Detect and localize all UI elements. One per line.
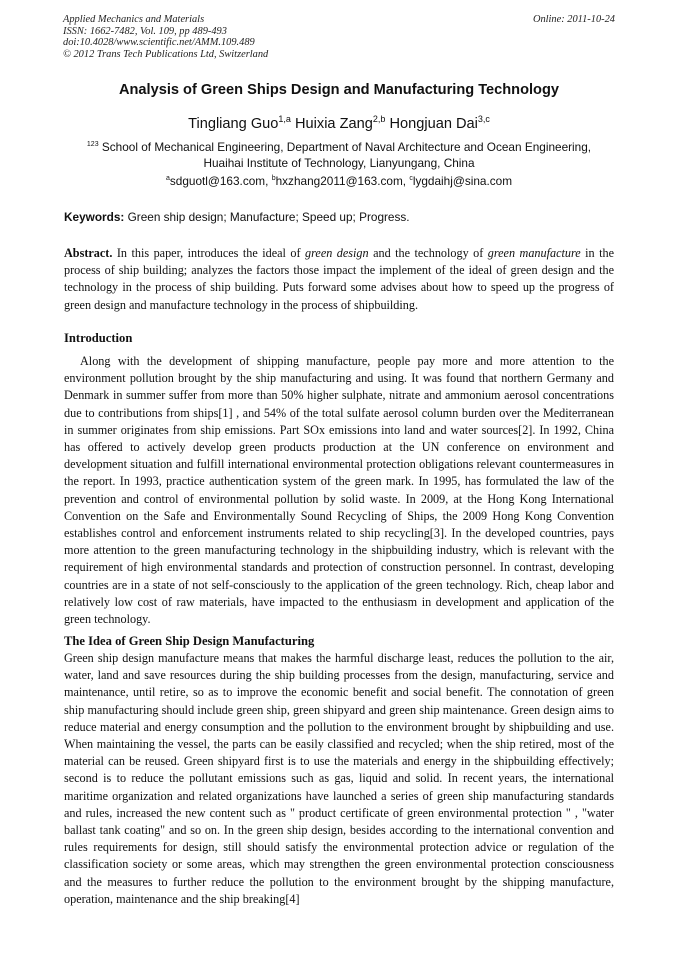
paper-title: Analysis of Green Ships Design and Manufacturing Technology: [118, 82, 560, 98]
abstract-emphasis: green design: [305, 246, 369, 260]
email-sup: a: [165, 175, 170, 183]
abstract-text: in the process of ship building; analyzes the factors those impact the implement of the ideal of green design and the technology in the process of ship building. Puts forward some advises about how to speed up the progress of green design and manufacture technology in the process of shipbuilding.: [64, 246, 614, 312]
online-date: Online: 2011-10-24: [532, 14, 615, 25]
idea-text: Green ship design manufacture means that makes the harmful discharge least, reduces the pollution to the air, water, land and save resources during the ship building processes from the design, manufacturing, service and maintenance, until retire, so as to improve the economic benefit and social benefit. The connotation of green ship manufacturing should include green ship, green shipyard and green ship maintenance. Green design aims to reduce material and energy consumption and the pollution to the environment brought by shipbuilding and use. When maintaining the vessel, the parts can be easily classified and recycled; when the ship retired, most of the material can be reused. Green shipyard first is to use the materials and energy in the shipbuilding effectively; second is to reduce the pollutant emissions such as gas, liquid and solid. In recent years, the international maritime organization and related organizations have launched a series of green ship manufacturing standards and rules, increased the new content such as " product certificate of green environmental protection " , "water ballast tank coating" and so on. In the green ship design, besides according to the international convention and rules requirements for design, still should satisfy the environmental protection advice or regulation of the classification society or some areas, which may strengthen the green environmental protection consciousness and the measures to further reduce the pollution to the environment brought by the shipping manufacture, operation, maintenance and the ship breaking[4]: [64, 651, 614, 906]
section-heading-idea: The Idea of Green Ship Design Manufacturing: [64, 634, 315, 648]
author-name: Huixia Zang: [295, 115, 373, 132]
author-name: Hongjuan Dai: [389, 115, 478, 132]
affiliation-line-1: School of Mechanical Engineering, Department of Naval Architecture and Ocean Engineering,: [98, 139, 592, 154]
keywords: [64, 210, 616, 224]
keywords-label: Keywords:: [64, 210, 125, 224]
journal-header: [63, 14, 615, 60]
affiliation-sup: 123: [86, 141, 99, 148]
email-address: sdguotl@163.com,: [169, 174, 272, 188]
email-address: lygdaihj@sina.com: [412, 174, 513, 188]
email-sup: b: [271, 175, 276, 183]
copyright-line: © 2012 Trans Tech Publications Ltd, Switzerland: [63, 48, 269, 60]
affiliation-line-2: Huaihai Institute of Technology, Lianyungang, China: [203, 156, 475, 171]
email-list: [0, 174, 678, 188]
email-address: hxzhang2011@163.com,: [275, 174, 410, 188]
author-sup: 2,b: [372, 114, 386, 124]
abstract-emphasis: green manufacture: [487, 246, 581, 260]
issn-line: ISSN: 1662-7482, Vol. 109, pp 489-493: [63, 25, 227, 37]
section-heading-introduction: Introduction: [64, 331, 133, 345]
introduction-text: Along with the development of shipping manufacture, people pay more and more attention to the environment pollution brought by the ship manufacturing and using. It was found that northern Germany and Denmark in summer suffer from more than 50% higher sulphate, nitrate and ammonium aerosol concentrations due to contributions from ships[1] , and 54% of the total sulfate aerosol column burden over the Mediterranean in summer originates from ship emissions. Part SOx emissions into land and water sources[2]. In 1992, China has offered to actively develop green products production at the UN conference on environment and development situation and fulfill international environmental protection obligations relevant countermeasures in the report. In 1993, practice authentication system of the green mark. In 1995, has formulated the law of the prevention and control of environmental pollution by solid waste. In 2009, at the Hong Kong International Convention on the Safe and Environmentally Sound Recycling of Ships, the 2009 Hong Kong Convention establishes control and enforcement instruments related to ship recycling[3]. In the developed countries, pays more attention to the green manufacturing technology in the shipbuilding industry, which is relevant with the requirement of high environmental standards and protection of construction personnel. In contrast, developing countries are in a state of not self-consciously to the application of the green technology. Rich, cheap labor and relatively low cost of raw materials, have impacted to the enthusiasm in development and application of the green technology.: [64, 354, 614, 627]
affiliation: [63, 137, 615, 172]
doi-line: doi:10.4028/www.scientific.net/AMM.109.489: [63, 37, 255, 49]
abstract-label: Abstract.: [64, 246, 113, 260]
idea-paragraph: [64, 650, 614, 908]
author-list: [0, 114, 678, 132]
abstract: [64, 245, 614, 314]
journal-name: Applied Mechanics and Materials: [63, 14, 205, 25]
author-sup: 1,a: [278, 114, 291, 124]
introduction-paragraph: [64, 353, 614, 628]
abstract-text: In this paper, introduces the ideal of: [112, 246, 306, 260]
email-sup: c: [409, 175, 413, 183]
author-sup: 3,c: [477, 114, 490, 124]
abstract-text: and the technology of: [368, 246, 488, 260]
keywords-text: Green ship design; Manufacture; Speed up; Progress.: [124, 210, 410, 224]
author-name: Tingliang Guo: [188, 115, 279, 132]
